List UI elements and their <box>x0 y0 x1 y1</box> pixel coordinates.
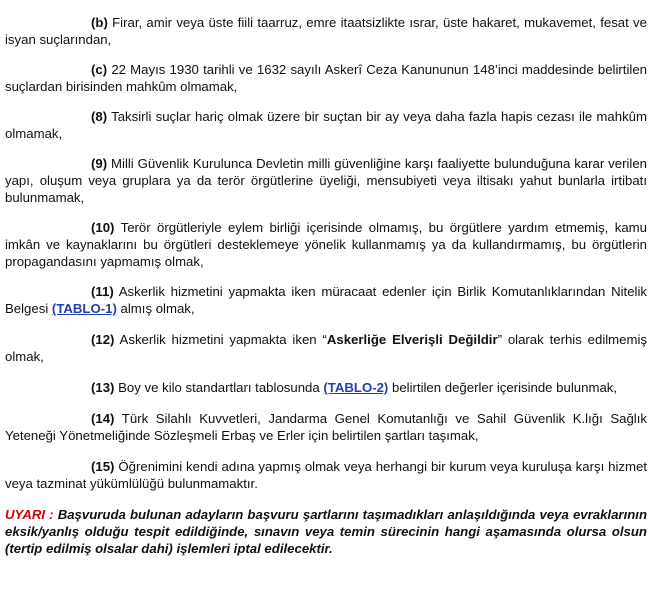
list-item-14 <box>5 410 647 444</box>
list-item-12 <box>5 331 647 365</box>
item-number: (b) <box>91 15 108 30</box>
item-text: Öğrenimini kendi adına yapmış olmak veya herhangi bir kurum veya kuruluşa karşı hizmet veya tazminat yükümlülüğü bulunmamaktır. <box>5 459 647 491</box>
item-number: (15) <box>91 459 115 474</box>
warning-label: UYARI : <box>5 507 54 522</box>
list-item-9 <box>5 155 647 206</box>
tablo-1-link[interactable]: (TABLO-1) <box>51 301 117 316</box>
tablo-2-link[interactable]: (TABLO-2) <box>323 380 389 395</box>
item-text: Askerlik hizmetini yapmakta iken müracaat edenler için Birlik Komutanlıklarından Nitelik Belgesi <box>5 284 647 316</box>
item-number: (8) <box>91 109 108 124</box>
list-item-b <box>5 14 647 48</box>
item-number: (13) <box>91 380 115 395</box>
item-number: (9) <box>91 156 108 171</box>
list-item-8 <box>5 108 647 142</box>
item-number: (14) <box>91 411 115 426</box>
item-text: Terör örgütleriyle eylem birliği içerisinde olmamış, bu örgütlere yardım etmemiş, kamu imkân ve kaynaklarını bu örgütleri desteklemeye yönelik kullanmamış ya da kullandırmamış, bu örgütlerin propagandasını yapmamış olmak, <box>5 220 647 269</box>
item-text: Firar, amir veya üste fiili taarruz, emre itaatsizlikte ısrar, üste hakaret, mukavemet, fesat ve isyan suçlarından, <box>5 15 647 47</box>
emphasized-phrase: Askerliğe Elverişli Değildir <box>326 332 498 347</box>
item-number: (12) <box>91 332 115 347</box>
warning-notice <box>5 506 647 557</box>
item-text: Taksirli suçlar hariç olmak üzere bir suçtan bir ay veya daha fazla hapis cezası ile mahkûm olmamak, <box>5 109 647 141</box>
item-number: (11) <box>91 284 114 299</box>
item-text: Boy ve kilo standartları tablosunda <box>114 380 324 395</box>
item-text: Milli Güvenlik Kurulunca Devletin milli güvenliğine karşı faaliyette bulunduğuna karar verilen yapı, oluşum veya gruplara ya da terör örgütlerine üyeliği, mensubiyeti veya iltisakı yahut bunlarla irtibatı bulunmamak, <box>5 156 647 205</box>
list-item-13 <box>5 379 647 396</box>
item-text: 22 Mayıs 1930 tarihli ve 1632 sayılı Askerî Ceza Kanununun 148’inci maddesinde belirtilen suçlardan birisinden mahkûm olmamak, <box>5 62 647 94</box>
list-item-10 <box>5 219 647 270</box>
item-text: Türk Silahlı Kuvvetleri, Jandarma Genel Komutanlığı ve Sahil Güvenlik K.lığı Sağlık Yeteneği Yönetmeliğinde Sözleşmeli Erbaş ve Erler için belirtilen şartları taşımak, <box>5 411 647 443</box>
item-text-after: almış olmak, <box>116 301 195 316</box>
item-text: Askerlik hizmetini yapmakta iken “ <box>114 332 327 347</box>
item-text-after: belirtilen değerler içerisinde bulunmak, <box>388 380 618 395</box>
warning-text: Başvuruda bulunan adayların başvuru şartlarını taşımadıkları anlaşıldığında veya evraklarının eksik/yanlış olduğu tespit edildiğinde, sınavın veya temin sürecinin hangi aşamasında olursa olsun (tertip edilmiş olsalar dahi) işlemleri iptal edilecektir. <box>5 507 648 556</box>
item-text-after: ” olarak terhis edilmemiş olmak, <box>5 332 648 364</box>
list-item-c <box>5 61 647 95</box>
list-item-15 <box>5 458 647 492</box>
item-number: (c) <box>91 62 108 77</box>
item-number: (10) <box>91 220 115 235</box>
list-item-11 <box>5 283 647 317</box>
